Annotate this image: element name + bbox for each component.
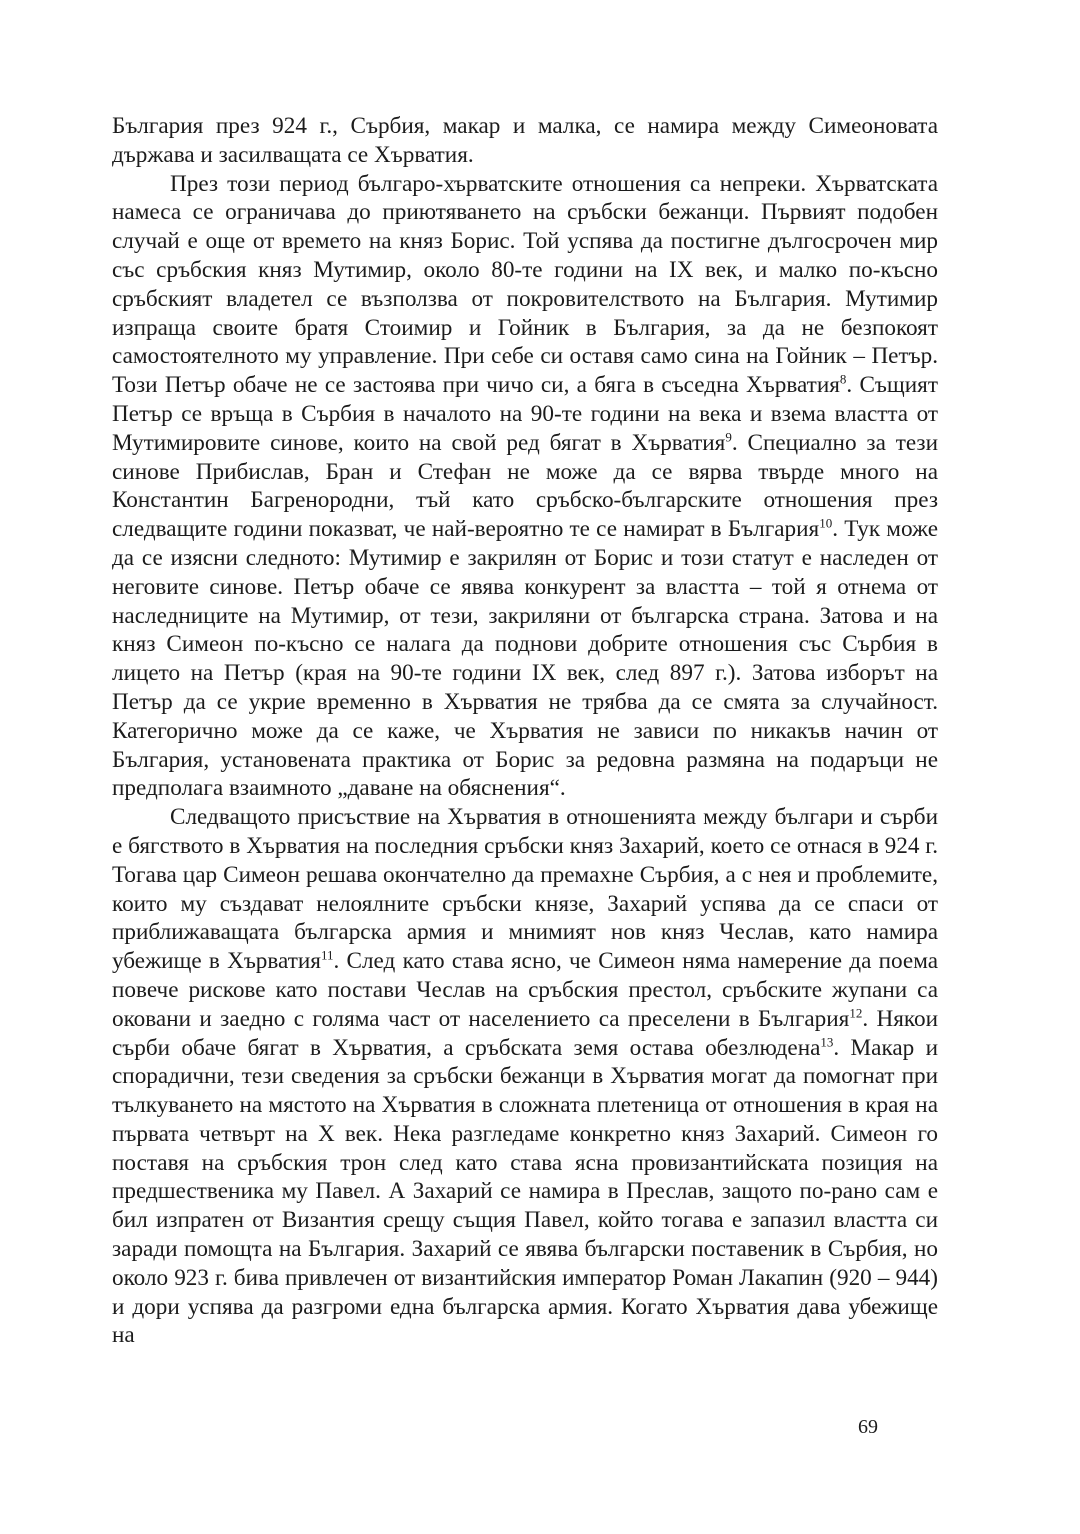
footnote-marker: 11 xyxy=(320,947,334,963)
body-text xyxy=(112,112,938,1350)
footnote-marker: 12 xyxy=(849,1004,863,1020)
text-segment: . Някои сърби обаче бягат в Хърватия, а сръбската земя остава обезлюдена xyxy=(112,1005,938,1061)
text-segment: . След като става ясно, че Симеон няма намерение да поема повече рискове като постави Чеслав на сръбския престол, сръбските жупани са оковани и заедно с голяма част от населението са преселени в България xyxy=(112,948,938,1032)
text-segment: . Макар и спорадични, тези сведения за сръбски бежанци в Хърватия могат да помогнат при тълкуването на мястото на Хърватия в сложната плетеница от отношения в края на първата четвърт на X век. Нека разгледаме конкретно княз Захарий. Симеон го поставя на сръбския трон след като става ясна провизантийската позиция на предшественика му Павел. А Захарий се намира в Преслав, защото по-рано сам е бил изпратен от Византия срещу същия Павел, който тогава е запазил властта си заради помощта на България. Захарий се явява български поставеник в Сърбия, но около 923 г. бива привлечен от византийския император Роман Лакапин (920 – 944) и дори успява да разгроми една българска армия. Когато Хърватия дава убежище на xyxy=(112,1034,939,1349)
text-segment: България през 924 г., Сърбия, макар и малка, се намира между Симеоновата държава и засилващата се Хърватия. xyxy=(112,113,938,168)
footnote-marker: 8 xyxy=(839,371,847,387)
paragraph xyxy=(112,803,938,1350)
paragraph xyxy=(112,112,938,170)
footnote-marker: 10 xyxy=(819,515,833,531)
text-segment: През този период българо-хърватските отношения са непреки. Хърватската намеса се ограничава до приютяването на сръбски бежанци. Първият подобен случай е още от времето на княз Борис. Той успява да постигне дългосрочен мир със сръбския княз Мутимир, около 80-те години на IX век, и малко по-късно сръбският владетел се възползва от покровителството на България. Мутимир изпраща своите братя Стоимир и Гойник в България, за да не безпокоят самостоятелното му управление. При себе си оставя само сина на Гойник – Петър. Този Петър обаче не се застоява при чичо си, а бяга в съседна Хърватия xyxy=(112,170,938,399)
text-segment: . Специално за тези синове Прибислав, Бран и Стефан не може да се вярва твърде много на Константин Багренородни, тъй като сръбско-българските отношения през следващите години показват, че най-вероятно те се намират в България xyxy=(112,429,938,543)
text-segment: . Тук може да се изясни следното: Мутимир е закрилян от Борис и този статут е наследен от неговите синове. Петър обаче се явява конкурент за властта – той я отнема от наследниците на Мутимир, от тези, закриляни от българска страна. Затова и на княз Симеон по-късно се налага да поднови добрите отношения със Сърбия в лицето на Петър (края на 90-те години IX век, след 897 г.). Затова изборът на Петър да се укрие временно в Хърватия не трябва да се смята за случайност. Категорично може да се каже, че Хърватия не зависи по никакъв начин от България, установената практика от Борис за редовна размяна на подаръци не предполага взаимното „даване на обяснения“. xyxy=(112,516,938,802)
text-segment: . Същият Петър се връща в Сърбия в началото на 90-те години на века и взема властта от Мутимировите синове, които на свой ред бягат в Хърватия xyxy=(112,372,938,456)
footnote-marker: 9 xyxy=(725,429,732,445)
paragraph xyxy=(112,170,938,804)
page-number: 69 xyxy=(858,1416,878,1438)
footnote-marker: 13 xyxy=(820,1033,834,1049)
text-segment: Следващото присъствие на Хърватия в отношенията между българи и сърби е бягството в Хърватия на последния сръбски княз Захарий, което се отнася в 924 г. Тогава цар Симеон решава окончателно да премахне Сърбия, а с нея и проблемите, които му създават нелоялните сръбски князе, Захарий успява да се спаси от приближаващата българска армия и мнимият нов княз Чеслав, като намира убежище в Хърватия xyxy=(112,804,938,975)
